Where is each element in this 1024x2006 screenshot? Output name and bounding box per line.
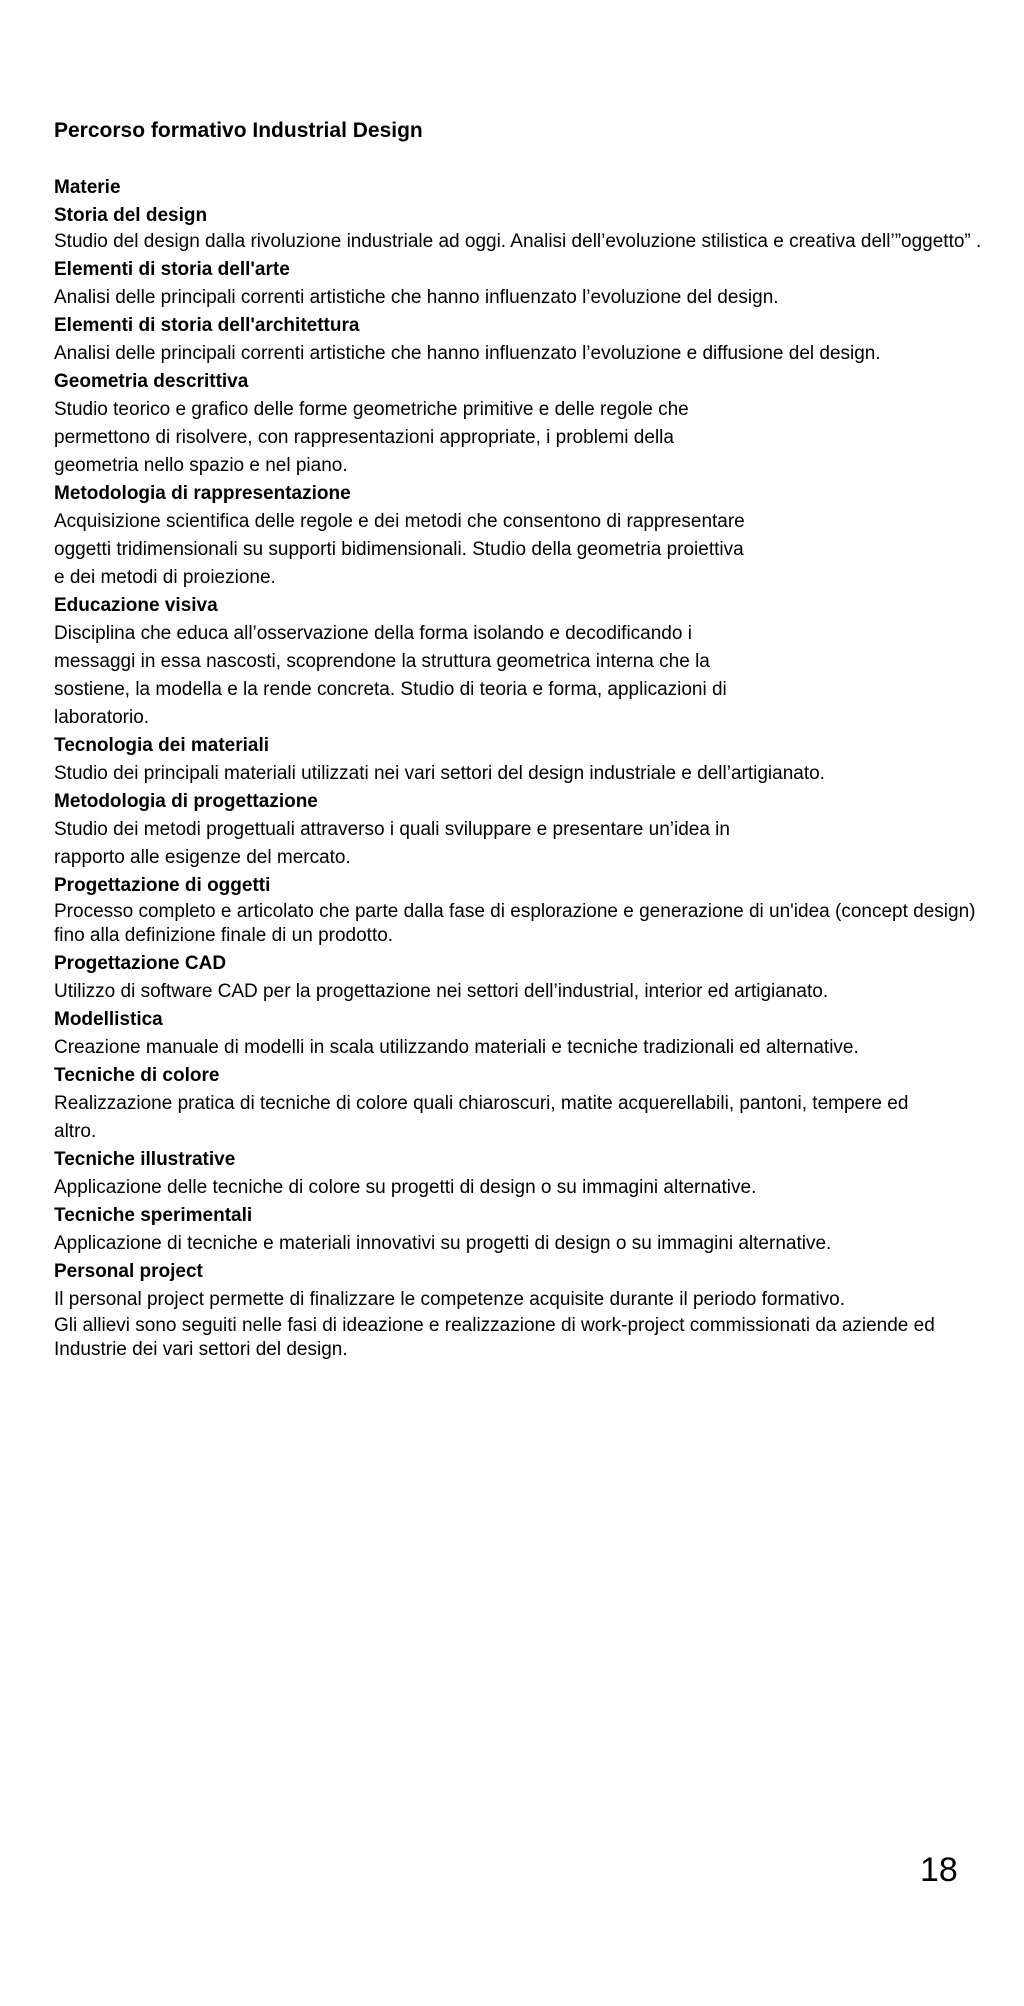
subject-title: Metodologia di rappresentazione xyxy=(54,483,351,504)
subject-description: Studio dei principali materiali utilizzati nei vari settori del design industriale e dell’artigianato. xyxy=(54,763,825,784)
subject-progettazione-cad xyxy=(54,950,984,1006)
subject-title: Educazione visiva xyxy=(54,595,218,616)
subject-title: Tecniche di colore xyxy=(54,1065,220,1086)
document-page xyxy=(54,118,984,1364)
subject-description: Processo completo e articolato che parte dalla fase di esplorazione e generazione di un'idea (concept design) fino alla definizione finale di un prodotto. xyxy=(54,901,976,946)
subject-description-line: geometria nello spazio e nel piano. xyxy=(54,455,348,476)
subject-tecniche-illustrative xyxy=(54,1146,984,1202)
subject-tecniche-colore xyxy=(54,1062,984,1146)
subject-description-line: Studio teorico e grafico delle forme geometriche primitive e delle regole che xyxy=(54,399,689,420)
subject-storia-architettura xyxy=(54,312,984,368)
subject-tecniche-sperimentali xyxy=(54,1202,984,1258)
subject-description: Applicazione di tecniche e materiali innovativi su progetti di design o su immagini alternative. xyxy=(54,1233,832,1254)
subject-description-line: Acquisizione scientifica delle regole e dei metodi che consentono di rappresentare xyxy=(54,511,745,532)
subject-description-line: Disciplina che educa all’osservazione della forma isolando e decodificando i xyxy=(54,623,692,644)
subject-title: Elementi di storia dell'architettura xyxy=(54,315,360,336)
subject-description-line: Il personal project permette di finalizzare le competenze acquisite durante il periodo formativo. xyxy=(54,1289,846,1310)
subject-description-line: Studio dei metodi progettuali attraverso i quali sviluppare e presentare un’idea in xyxy=(54,819,730,840)
subject-metodologia-rappresentazione xyxy=(54,480,984,592)
subject-description-line: e dei metodi di proiezione. xyxy=(54,567,276,588)
subject-title: Tecniche illustrative xyxy=(54,1149,236,1170)
subject-description-line: laboratorio. xyxy=(54,707,150,728)
subject-storia-arte xyxy=(54,256,984,312)
subject-modellistica xyxy=(54,1006,984,1062)
subject-description: Analisi delle principali correnti artistiche che hanno influenzato l’evoluzione e diffusione del design. xyxy=(54,343,881,364)
subject-description-line: Realizzazione pratica di tecniche di colore quali chiaroscuri, matite acquerellabili, pantoni, tempere ed xyxy=(54,1093,909,1114)
page-number: 18 xyxy=(920,1851,958,1889)
subject-description-line: Gli allievi sono seguiti nelle fasi di ideazione e realizzazione di work-project commissionati da aziende ed Industrie dei vari settori del design. xyxy=(54,1315,935,1360)
subject-title: Progettazione di oggetti xyxy=(54,875,271,896)
subject-metodologia-progettazione xyxy=(54,788,984,872)
document-title: Percorso formativo Industrial Design xyxy=(54,119,423,142)
subject-description-line: oggetti tridimensionali su supporti bidimensionali. Studio della geometria proiettiva xyxy=(54,539,744,560)
subject-title: Storia del design xyxy=(54,205,208,226)
subject-description-line: altro. xyxy=(54,1121,97,1142)
subject-description-line: messaggi in essa nascosti, scoprendone la struttura geometrica interna che la xyxy=(54,651,710,672)
subject-geometria-descrittiva xyxy=(54,368,984,480)
subject-title: Elementi di storia dell'arte xyxy=(54,259,290,280)
subject-title: Tecniche sperimentali xyxy=(54,1205,253,1226)
subject-description: Utilizzo di software CAD per la progettazione nei settori dell’industrial, interior ed artigianato. xyxy=(54,981,829,1002)
subject-tecnologia-materiali xyxy=(54,732,984,788)
subject-title: Metodologia di progettazione xyxy=(54,791,318,812)
subject-progettazione-oggetti xyxy=(54,872,984,948)
subject-educazione-visiva xyxy=(54,592,984,732)
subject-description: Applicazione delle tecniche di colore su progetti di design o su immagini alternative. xyxy=(54,1177,757,1198)
subject-description: Creazione manuale di modelli in scala utilizzando materiali e tecniche tradizionali ed alternative. xyxy=(54,1037,859,1058)
subject-title: Geometria descrittiva xyxy=(54,371,249,392)
section-heading-materie: Materie xyxy=(54,177,121,198)
subject-description-line: permettono di risolvere, con rappresentazioni appropriate, i problemi della xyxy=(54,427,674,448)
subject-title: Personal project xyxy=(54,1261,203,1282)
subject-description: Analisi delle principali correnti artistiche che hanno influenzato l’evoluzione del design. xyxy=(54,287,779,308)
subject-description-line: rapporto alle esigenze del mercato. xyxy=(54,847,351,868)
subject-description-line: sostiene, la modella e la rende concreta. Studio di teoria e forma, applicazioni di xyxy=(54,679,727,700)
subject-title: Progettazione CAD xyxy=(54,953,227,974)
subject-title: Modellistica xyxy=(54,1009,163,1030)
subject-title: Tecnologia dei materiali xyxy=(54,735,270,756)
subject-description: Studio del design dalla rivoluzione industriale ad oggi. Analisi dell’evoluzione stilistica e creativa dell’”oggetto” . xyxy=(54,231,982,252)
subject-storia-del-design xyxy=(54,202,984,254)
subject-personal-project xyxy=(54,1258,984,1362)
